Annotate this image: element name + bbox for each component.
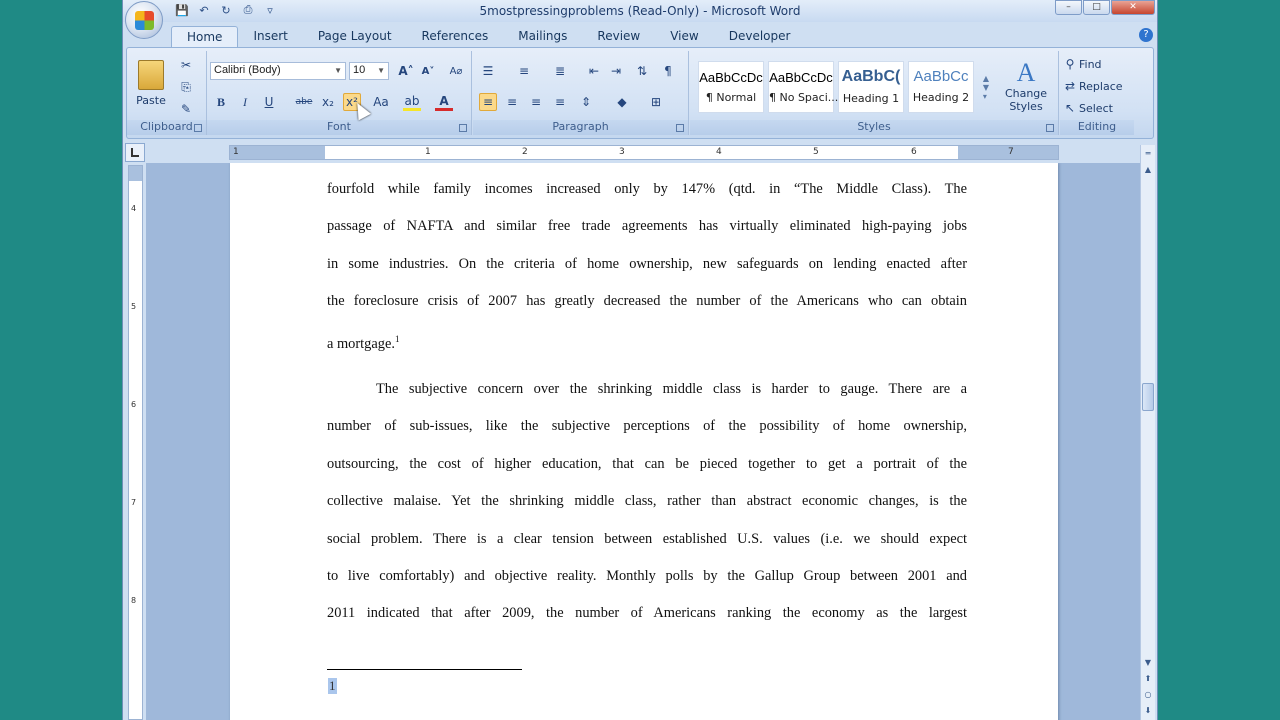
- ruler-number: 6: [131, 400, 137, 409]
- window-controls: [1055, 0, 1155, 15]
- increase-indent-icon[interactable]: ⇥: [610, 64, 622, 78]
- font-size-value: 10: [353, 64, 366, 76]
- styles-scroll-icon[interactable]: ▲ ▼ ▾: [982, 73, 990, 101]
- next-page-icon[interactable]: ⬇: [1144, 706, 1152, 715]
- undo-icon[interactable]: ↶: [199, 3, 209, 17]
- maximize-button[interactable]: □: [1083, 0, 1110, 15]
- paragraph-launcher-icon[interactable]: [676, 124, 684, 132]
- left-tab-icon: [131, 148, 139, 157]
- justify-icon[interactable]: ≡: [554, 95, 566, 109]
- ruler-number: 4: [716, 147, 722, 157]
- clipboard-group: [127, 51, 207, 135]
- text-span: a mortgage.: [327, 335, 395, 352]
- style-sample: AaBbCcDc: [769, 70, 833, 85]
- style-sample: AaBbCc: [913, 68, 969, 85]
- align-center-icon[interactable]: ≡: [506, 95, 518, 109]
- quick-access-toolbar: [173, 2, 279, 18]
- text-line: outsourcing, the cost of higher education, that can be pieced together to get a portrait of the: [327, 455, 967, 472]
- find-label: Find: [1079, 57, 1102, 71]
- select-label: Select: [1079, 101, 1113, 115]
- format-painter-icon[interactable]: ✎: [180, 102, 192, 116]
- change-styles-icon: A: [1016, 58, 1036, 87]
- change-case-icon[interactable]: Aa: [373, 95, 389, 109]
- split-handle-icon[interactable]: ═: [1145, 149, 1151, 158]
- text-line: [327, 324, 967, 361]
- grow-font-icon[interactable]: A˄: [398, 64, 414, 78]
- align-left-icon[interactable]: ≡: [479, 93, 497, 111]
- save-icon[interactable]: 💾: [175, 3, 189, 17]
- paste-label: Paste: [136, 93, 166, 107]
- highlight-icon[interactable]: ab: [403, 93, 421, 111]
- ruler-number: 7: [131, 498, 137, 507]
- office-logo-icon: [135, 11, 154, 30]
- strikethrough-icon[interactable]: abe: [295, 97, 313, 107]
- change-styles-label-1: Change: [1004, 87, 1048, 100]
- cut-icon[interactable]: ✂: [180, 58, 192, 72]
- text-line: fourfold while family incomes increased only by 147% (qtd. in “The Middle Class). The: [327, 181, 967, 197]
- paste-icon: [138, 60, 164, 90]
- ruler-number: 6: [911, 147, 917, 157]
- styles-group: [690, 51, 1059, 135]
- italic-icon[interactable]: I: [243, 94, 247, 109]
- styles-launcher-icon[interactable]: [1046, 124, 1054, 132]
- footnote-separator: [327, 669, 522, 670]
- font-name-value: Calibri (Body): [214, 64, 281, 76]
- binoculars-icon: ⚲: [1065, 57, 1075, 71]
- select-button[interactable]: [1064, 99, 1113, 117]
- line-spacing-icon[interactable]: ⇕: [580, 95, 592, 109]
- tab-home[interactable]: Home: [171, 26, 238, 48]
- paste-button[interactable]: [131, 55, 171, 111]
- paragraph-group: [473, 51, 689, 135]
- ribbon: [126, 47, 1154, 139]
- ribbon-tabs: [171, 26, 805, 48]
- font-size-combo[interactable]: [349, 62, 389, 80]
- tab-view[interactable]: View: [670, 29, 699, 43]
- text-line: number of sub-issues, like the subjective perceptions of the possibility of home ownership,: [327, 418, 967, 435]
- ruler-number: 2: [522, 147, 528, 157]
- style-name: Heading 1: [842, 92, 900, 105]
- copy-icon[interactable]: ⎘: [181, 79, 191, 94]
- show-marks-icon[interactable]: ¶: [664, 64, 672, 78]
- text-line: passage of NAFTA and similar free trade agreements has virtually eliminated high-paying jobs: [327, 218, 967, 235]
- chevron-down-icon: ▼: [334, 66, 342, 75]
- text-line: the foreclosure crisis of 2007 has greatly decreased the number of the Americans who can obtain: [327, 293, 967, 310]
- subscript-icon[interactable]: x₂: [322, 95, 334, 109]
- font-label: Font: [207, 120, 471, 135]
- numbering-icon[interactable]: ≡: [518, 64, 530, 78]
- replace-label: Replace: [1079, 79, 1123, 93]
- paragraph-label: Paragraph: [473, 120, 688, 135]
- borders-icon[interactable]: ⊞: [650, 95, 662, 109]
- replace-button[interactable]: [1064, 77, 1123, 95]
- change-styles-button[interactable]: [1000, 55, 1052, 117]
- text-line: collective malaise. Yet the shrinking middle class, rather than abstract economic changes, is the: [327, 493, 967, 510]
- decrease-indent-icon[interactable]: ⇤: [588, 64, 600, 78]
- tab-insert[interactable]: Insert: [253, 29, 288, 43]
- font-launcher-icon[interactable]: [459, 124, 467, 132]
- tab-mailings[interactable]: Mailings: [518, 29, 568, 43]
- minimize-button[interactable]: –: [1055, 0, 1082, 15]
- text-line: in some industries. On the criteria of home ownership, new safeguards on lending enacted after: [327, 255, 967, 272]
- customize-qat-icon[interactable]: ▿: [267, 3, 273, 17]
- text-line: 2011 indicated that after 2009, the number of Americans ranking the economy as the largest: [327, 605, 967, 622]
- clipboard-label: Clipboard: [127, 120, 206, 135]
- multilevel-list-icon[interactable]: ≣: [554, 64, 566, 78]
- ruler-number: 5: [813, 147, 819, 157]
- close-button[interactable]: ✕: [1111, 0, 1155, 15]
- document-area[interactable]: [146, 163, 1144, 720]
- font-color-icon[interactable]: A: [435, 93, 453, 111]
- style-name: Heading 2: [912, 91, 970, 104]
- document-body[interactable]: [327, 174, 967, 636]
- vertical-ruler[interactable]: [128, 165, 143, 720]
- window-title: 5mostpressingproblems (Read-Only) - Microsoft Word: [479, 4, 801, 18]
- bullets-icon[interactable]: ☰: [482, 64, 494, 78]
- style-name: ¶ No Spaci...: [769, 91, 839, 104]
- tab-selector-button[interactable]: [125, 143, 145, 162]
- style-sample: AaBbCcDc: [699, 70, 763, 85]
- text-line: social problem. There is a clear tension between established U.S. values (i.e. we should expect: [327, 530, 967, 547]
- scroll-up-icon[interactable]: ▲: [1144, 165, 1152, 174]
- align-right-icon[interactable]: ≡: [530, 95, 542, 109]
- ruler-left-margin: [230, 146, 325, 159]
- vertical-scrollbar[interactable]: [1140, 145, 1155, 720]
- change-styles-label-2: Styles: [1009, 100, 1043, 113]
- superscript-icon[interactable]: x²: [343, 93, 361, 111]
- shrink-font-icon[interactable]: A˅: [421, 65, 435, 77]
- scroll-down-icon[interactable]: ▼: [1144, 658, 1152, 667]
- select-cursor-icon: ↖: [1064, 101, 1076, 115]
- style-sample: AaBbC(: [841, 68, 901, 85]
- text-line: The subjective concern over the shrinking middle class is harder to gauge. There are a: [376, 380, 967, 397]
- word-window: [122, 0, 1158, 720]
- previous-page-icon[interactable]: ⬆: [1144, 674, 1152, 683]
- chevron-down-icon: ▼: [377, 66, 385, 75]
- ruler-number: 1: [233, 147, 239, 157]
- sort-icon[interactable]: ⇅: [636, 64, 648, 78]
- shading-icon[interactable]: ◆: [617, 95, 627, 109]
- help-icon[interactable]: ?: [1139, 28, 1153, 42]
- tab-references[interactable]: References: [421, 29, 489, 43]
- ruler-number: 5: [131, 302, 137, 311]
- title-bar: [123, 0, 1157, 22]
- ruler-number: 3: [619, 147, 625, 157]
- style-heading-2[interactable]: [908, 61, 974, 113]
- tab-page-layout[interactable]: Page Layout: [317, 29, 392, 43]
- clipboard-launcher-icon[interactable]: [194, 124, 202, 132]
- tab-review[interactable]: Review: [597, 29, 641, 43]
- office-button[interactable]: [125, 1, 163, 39]
- clear-formatting-icon[interactable]: A⌀: [449, 65, 463, 77]
- paragraph-gap: [327, 361, 967, 374]
- ruler-number: 8: [131, 596, 137, 605]
- replace-icon: ⇄: [1064, 79, 1076, 93]
- style-no-spacing[interactable]: [768, 61, 839, 113]
- footnote-reference[interactable]: 1: [394, 333, 400, 344]
- bold-icon[interactable]: B: [216, 94, 225, 109]
- find-button[interactable]: [1064, 55, 1102, 73]
- redo-icon[interactable]: ↻: [221, 3, 231, 17]
- editing-label: Editing: [1060, 120, 1134, 135]
- tab-developer[interactable]: Developer: [728, 29, 791, 43]
- ruler-number: 1: [425, 147, 431, 157]
- document-page[interactable]: [230, 163, 1058, 720]
- footnote-number[interactable]: 1: [329, 678, 336, 693]
- print-icon[interactable]: ⎙: [243, 3, 253, 16]
- font-group: [207, 51, 472, 135]
- ruler-number: 4: [131, 204, 137, 213]
- text-line: to live comfortably) and objective reality. Monthly polls by the Gallup Group between 2001 and: [327, 567, 967, 584]
- font-name-combo[interactable]: [210, 62, 346, 80]
- ruler-top-margin: [129, 166, 142, 181]
- ruler-number: 7: [1008, 147, 1014, 157]
- style-heading-1[interactable]: [838, 61, 904, 113]
- browse-object-icon[interactable]: ○: [1144, 690, 1152, 699]
- style-name: ¶ Normal: [705, 91, 757, 104]
- style-normal[interactable]: [698, 61, 764, 113]
- editing-group: [1060, 51, 1134, 135]
- horizontal-ruler[interactable]: [229, 145, 1059, 160]
- scroll-thumb[interactable]: [1142, 383, 1154, 411]
- underline-icon[interactable]: U: [264, 95, 274, 109]
- styles-label: Styles: [690, 120, 1058, 135]
